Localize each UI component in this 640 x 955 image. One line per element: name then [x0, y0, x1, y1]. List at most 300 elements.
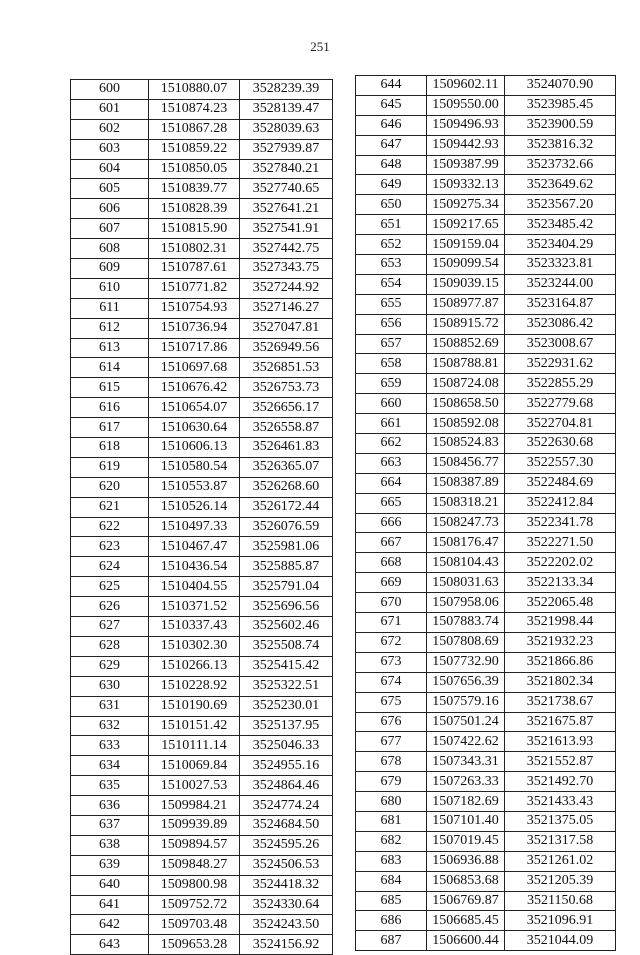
table-row [356, 891, 616, 911]
table-row [71, 617, 333, 637]
table-row [71, 477, 333, 497]
x-coordinate-cell: 1510771.82 [149, 278, 240, 298]
point-number-cell: 621 [71, 497, 149, 517]
y-coordinate-cell: 3523985.45 [505, 95, 616, 115]
x-coordinate-cell: 1507101.40 [427, 811, 505, 831]
x-coordinate-cell: 1510736.94 [149, 318, 240, 338]
x-coordinate-cell: 1509602.11 [427, 76, 505, 96]
table-row [71, 259, 333, 279]
x-coordinate-cell: 1507808.69 [427, 632, 505, 652]
table-row [356, 195, 616, 215]
table-row [356, 911, 616, 931]
x-coordinate-cell: 1507883.74 [427, 613, 505, 633]
point-number-cell: 623 [71, 537, 149, 557]
point-number-cell: 627 [71, 617, 149, 637]
x-coordinate-cell: 1507732.90 [427, 652, 505, 672]
y-coordinate-cell: 3521433.43 [505, 792, 616, 812]
point-number-cell: 662 [356, 434, 427, 454]
y-coordinate-cell: 3523485.42 [505, 215, 616, 235]
table-row [356, 394, 616, 414]
table-row [71, 815, 333, 835]
y-coordinate-cell: 3525415.42 [240, 656, 333, 676]
point-number-cell: 613 [71, 338, 149, 358]
table-row [71, 915, 333, 935]
y-coordinate-cell: 3525137.95 [240, 716, 333, 736]
point-number-cell: 601 [71, 99, 149, 119]
y-coordinate-cell: 3523244.00 [505, 274, 616, 294]
y-coordinate-cell: 3525885.87 [240, 557, 333, 577]
point-number-cell: 658 [356, 354, 427, 374]
table-row [71, 159, 333, 179]
point-number-cell: 679 [356, 772, 427, 792]
x-coordinate-cell: 1508387.89 [427, 473, 505, 493]
y-coordinate-cell: 3522779.68 [505, 394, 616, 414]
table-row [356, 593, 616, 613]
y-coordinate-cell: 3522202.02 [505, 553, 616, 573]
table-row [71, 656, 333, 676]
x-coordinate-cell: 1510371.52 [149, 597, 240, 617]
table-row [356, 772, 616, 792]
y-coordinate-cell: 3524955.16 [240, 756, 333, 776]
table-row [71, 756, 333, 776]
table-row [356, 473, 616, 493]
table-row [356, 553, 616, 573]
point-number-cell: 632 [71, 716, 149, 736]
y-coordinate-cell: 3521738.67 [505, 692, 616, 712]
table-row [356, 354, 616, 374]
table-row [356, 792, 616, 812]
table-row [356, 274, 616, 294]
y-coordinate-cell: 3522484.69 [505, 473, 616, 493]
point-number-cell: 636 [71, 796, 149, 816]
y-coordinate-cell: 3527939.87 [240, 139, 333, 159]
y-coordinate-cell: 3528039.63 [240, 119, 333, 139]
point-number-cell: 628 [71, 636, 149, 656]
table-row [71, 338, 333, 358]
point-number-cell: 652 [356, 235, 427, 255]
point-number-cell: 606 [71, 199, 149, 219]
y-coordinate-cell: 3521044.09 [505, 931, 616, 951]
table-row [71, 179, 333, 199]
point-number-cell: 670 [356, 593, 427, 613]
x-coordinate-cell: 1509800.98 [149, 875, 240, 895]
table-row [356, 513, 616, 533]
y-coordinate-cell: 3524418.32 [240, 875, 333, 895]
y-coordinate-cell: 3522855.29 [505, 374, 616, 394]
point-number-cell: 614 [71, 358, 149, 378]
table-row [71, 139, 333, 159]
point-number-cell: 660 [356, 394, 427, 414]
y-coordinate-cell: 3523900.59 [505, 115, 616, 135]
point-number-cell: 672 [356, 632, 427, 652]
y-coordinate-cell: 3524506.53 [240, 855, 333, 875]
x-coordinate-cell: 1509387.99 [427, 155, 505, 175]
y-coordinate-cell: 3521317.58 [505, 831, 616, 851]
table-row [71, 577, 333, 597]
point-number-cell: 615 [71, 378, 149, 398]
y-coordinate-cell: 3527343.75 [240, 259, 333, 279]
point-number-cell: 664 [356, 473, 427, 493]
x-coordinate-cell: 1508852.69 [427, 334, 505, 354]
x-coordinate-cell: 1509894.57 [149, 835, 240, 855]
point-number-cell: 604 [71, 159, 149, 179]
y-coordinate-cell: 3526851.53 [240, 358, 333, 378]
y-coordinate-cell: 3521675.87 [505, 712, 616, 732]
y-coordinate-cell: 3521492.70 [505, 772, 616, 792]
x-coordinate-cell: 1506685.45 [427, 911, 505, 931]
table-row [356, 215, 616, 235]
table-row [71, 398, 333, 418]
table-row [71, 636, 333, 656]
page-number: 251 [310, 39, 330, 54]
x-coordinate-cell: 1508977.87 [427, 294, 505, 314]
y-coordinate-cell: 3525508.74 [240, 636, 333, 656]
x-coordinate-cell: 1510526.14 [149, 497, 240, 517]
point-number-cell: 611 [71, 298, 149, 318]
x-coordinate-cell: 1510580.54 [149, 457, 240, 477]
x-coordinate-cell: 1506600.44 [427, 931, 505, 951]
point-number-cell: 629 [71, 656, 149, 676]
point-number-cell: 631 [71, 696, 149, 716]
x-coordinate-cell: 1507656.39 [427, 672, 505, 692]
point-number-cell: 650 [356, 195, 427, 215]
table-row [71, 239, 333, 259]
y-coordinate-cell: 3526076.59 [240, 517, 333, 537]
table-row [356, 692, 616, 712]
table-row [71, 696, 333, 716]
table-row [356, 453, 616, 473]
table-row [356, 374, 616, 394]
x-coordinate-cell: 1508176.47 [427, 533, 505, 553]
y-coordinate-cell: 3526461.83 [240, 438, 333, 458]
y-coordinate-cell: 3521261.02 [505, 851, 616, 871]
table-row [71, 537, 333, 557]
y-coordinate-cell: 3521150.68 [505, 891, 616, 911]
table-row [356, 752, 616, 772]
y-coordinate-cell: 3525602.46 [240, 617, 333, 637]
table-row [356, 235, 616, 255]
x-coordinate-cell: 1510676.42 [149, 378, 240, 398]
point-number-cell: 648 [356, 155, 427, 175]
point-number-cell: 678 [356, 752, 427, 772]
table-row [356, 155, 616, 175]
table-row [71, 99, 333, 119]
point-number-cell: 655 [356, 294, 427, 314]
x-coordinate-cell: 1508524.83 [427, 434, 505, 454]
y-coordinate-cell: 3521096.91 [505, 911, 616, 931]
x-coordinate-cell: 1510754.93 [149, 298, 240, 318]
point-number-cell: 618 [71, 438, 149, 458]
point-number-cell: 612 [71, 318, 149, 338]
table-row [71, 378, 333, 398]
x-coordinate-cell: 1510553.87 [149, 477, 240, 497]
x-coordinate-cell: 1510190.69 [149, 696, 240, 716]
y-coordinate-cell: 3522341.78 [505, 513, 616, 533]
x-coordinate-cell: 1507343.31 [427, 752, 505, 772]
table-row [71, 119, 333, 139]
table-row [356, 95, 616, 115]
table-row [71, 418, 333, 438]
point-number-cell: 637 [71, 815, 149, 835]
table-row [71, 457, 333, 477]
table-row [356, 255, 616, 275]
table-row [356, 851, 616, 871]
point-number-cell: 600 [71, 80, 149, 100]
table-row [356, 652, 616, 672]
point-number-cell: 622 [71, 517, 149, 537]
y-coordinate-cell: 3523567.20 [505, 195, 616, 215]
y-coordinate-cell: 3523732.66 [505, 155, 616, 175]
table-row [356, 115, 616, 135]
table-row [356, 613, 616, 633]
point-number-cell: 663 [356, 453, 427, 473]
table-row [71, 497, 333, 517]
point-number-cell: 607 [71, 219, 149, 239]
table-row [356, 533, 616, 553]
y-coordinate-cell: 3521552.87 [505, 752, 616, 772]
y-coordinate-cell: 3522931.62 [505, 354, 616, 374]
point-number-cell: 673 [356, 652, 427, 672]
point-number-cell: 671 [356, 613, 427, 633]
table-row [356, 672, 616, 692]
x-coordinate-cell: 1508104.43 [427, 553, 505, 573]
y-coordinate-cell: 3521375.05 [505, 811, 616, 831]
point-number-cell: 666 [356, 513, 427, 533]
x-coordinate-cell: 1510850.05 [149, 159, 240, 179]
point-number-cell: 609 [71, 259, 149, 279]
table-row [71, 597, 333, 617]
x-coordinate-cell: 1510859.22 [149, 139, 240, 159]
y-coordinate-cell: 3526949.56 [240, 338, 333, 358]
y-coordinate-cell: 3526268.60 [240, 477, 333, 497]
point-number-cell: 617 [71, 418, 149, 438]
table-row [356, 135, 616, 155]
point-number-cell: 605 [71, 179, 149, 199]
point-number-cell: 675 [356, 692, 427, 712]
x-coordinate-cell: 1508915.72 [427, 314, 505, 334]
table-row [356, 493, 616, 513]
point-number-cell: 638 [71, 835, 149, 855]
table-row [71, 736, 333, 756]
y-coordinate-cell: 3521613.93 [505, 732, 616, 752]
table-row [71, 796, 333, 816]
x-coordinate-cell: 1509496.93 [427, 115, 505, 135]
x-coordinate-cell: 1509550.00 [427, 95, 505, 115]
x-coordinate-cell: 1510654.07 [149, 398, 240, 418]
y-coordinate-cell: 3523008.67 [505, 334, 616, 354]
table-row [71, 776, 333, 796]
y-coordinate-cell: 3521205.39 [505, 871, 616, 891]
point-number-cell: 686 [356, 911, 427, 931]
y-coordinate-cell: 3527047.81 [240, 318, 333, 338]
x-coordinate-cell: 1510228.92 [149, 676, 240, 696]
table-row [356, 76, 616, 96]
point-number-cell: 659 [356, 374, 427, 394]
point-number-cell: 677 [356, 732, 427, 752]
x-coordinate-cell: 1509984.21 [149, 796, 240, 816]
table-row [71, 875, 333, 895]
table-row [356, 632, 616, 652]
x-coordinate-cell: 1510467.47 [149, 537, 240, 557]
y-coordinate-cell: 3524156.92 [240, 935, 333, 955]
point-number-cell: 620 [71, 477, 149, 497]
point-number-cell: 649 [356, 175, 427, 195]
x-coordinate-cell: 1510337.43 [149, 617, 240, 637]
y-coordinate-cell: 3524595.26 [240, 835, 333, 855]
x-coordinate-cell: 1506936.88 [427, 851, 505, 871]
table-row [356, 831, 616, 851]
x-coordinate-cell: 1507263.33 [427, 772, 505, 792]
point-number-cell: 639 [71, 855, 149, 875]
x-coordinate-cell: 1507182.69 [427, 792, 505, 812]
table-row [71, 219, 333, 239]
table-row [356, 931, 616, 951]
x-coordinate-cell: 1508658.50 [427, 394, 505, 414]
x-coordinate-cell: 1510027.53 [149, 776, 240, 796]
x-coordinate-cell: 1509703.48 [149, 915, 240, 935]
x-coordinate-cell: 1508592.08 [427, 414, 505, 434]
x-coordinate-cell: 1509332.13 [427, 175, 505, 195]
y-coordinate-cell: 3526558.87 [240, 418, 333, 438]
x-coordinate-cell: 1508318.21 [427, 493, 505, 513]
point-number-cell: 683 [356, 851, 427, 871]
point-number-cell: 651 [356, 215, 427, 235]
x-coordinate-cell: 1506853.68 [427, 871, 505, 891]
y-coordinate-cell: 3524684.50 [240, 815, 333, 835]
point-number-cell: 644 [356, 76, 427, 96]
table-row [356, 314, 616, 334]
y-coordinate-cell: 3525791.04 [240, 577, 333, 597]
x-coordinate-cell: 1510069.84 [149, 756, 240, 776]
y-coordinate-cell: 3523086.42 [505, 314, 616, 334]
x-coordinate-cell: 1509939.89 [149, 815, 240, 835]
point-number-cell: 641 [71, 895, 149, 915]
x-coordinate-cell: 1507422.62 [427, 732, 505, 752]
point-number-cell: 676 [356, 712, 427, 732]
table-row [356, 712, 616, 732]
table-row [71, 358, 333, 378]
table-row [71, 557, 333, 577]
y-coordinate-cell: 3527146.27 [240, 298, 333, 318]
point-number-cell: 653 [356, 255, 427, 275]
y-coordinate-cell: 3527740.65 [240, 179, 333, 199]
x-coordinate-cell: 1509039.15 [427, 274, 505, 294]
table-row [71, 318, 333, 338]
point-number-cell: 687 [356, 931, 427, 951]
x-coordinate-cell: 1507958.06 [427, 593, 505, 613]
x-coordinate-cell: 1510828.39 [149, 199, 240, 219]
y-coordinate-cell: 3521866.86 [505, 652, 616, 672]
x-coordinate-cell: 1509099.54 [427, 255, 505, 275]
x-coordinate-cell: 1506769.87 [427, 891, 505, 911]
x-coordinate-cell: 1508788.81 [427, 354, 505, 374]
y-coordinate-cell: 3523323.81 [505, 255, 616, 275]
point-number-cell: 634 [71, 756, 149, 776]
x-coordinate-cell: 1509653.28 [149, 935, 240, 955]
point-number-cell: 633 [71, 736, 149, 756]
y-coordinate-cell: 3523404.29 [505, 235, 616, 255]
point-number-cell: 667 [356, 533, 427, 553]
point-number-cell: 661 [356, 414, 427, 434]
y-coordinate-cell: 3524330.64 [240, 895, 333, 915]
x-coordinate-cell: 1510436.54 [149, 557, 240, 577]
y-coordinate-cell: 3525981.06 [240, 537, 333, 557]
y-coordinate-cell: 3524070.90 [505, 76, 616, 96]
point-number-cell: 685 [356, 891, 427, 911]
y-coordinate-cell: 3521998.44 [505, 613, 616, 633]
y-coordinate-cell: 3527641.21 [240, 199, 333, 219]
y-coordinate-cell: 3522704.81 [505, 414, 616, 434]
x-coordinate-cell: 1509848.27 [149, 855, 240, 875]
point-number-cell: 657 [356, 334, 427, 354]
x-coordinate-cell: 1509217.65 [427, 215, 505, 235]
y-coordinate-cell: 3527840.21 [240, 159, 333, 179]
x-coordinate-cell: 1510874.23 [149, 99, 240, 119]
point-number-cell: 669 [356, 573, 427, 593]
x-coordinate-cell: 1510815.90 [149, 219, 240, 239]
point-number-cell: 624 [71, 557, 149, 577]
table-row [71, 935, 333, 955]
point-number-cell: 674 [356, 672, 427, 692]
y-coordinate-cell: 3526172.44 [240, 497, 333, 517]
table-row [71, 298, 333, 318]
x-coordinate-cell: 1510302.30 [149, 636, 240, 656]
coordinates-table-left [70, 79, 333, 955]
point-number-cell: 619 [71, 457, 149, 477]
x-coordinate-cell: 1510717.86 [149, 338, 240, 358]
point-number-cell: 665 [356, 493, 427, 513]
y-coordinate-cell: 3522557.30 [505, 453, 616, 473]
x-coordinate-cell: 1508031.63 [427, 573, 505, 593]
table-row [356, 334, 616, 354]
y-coordinate-cell: 3522630.68 [505, 434, 616, 454]
point-number-cell: 603 [71, 139, 149, 159]
table-row [356, 871, 616, 891]
table-row [356, 732, 616, 752]
x-coordinate-cell: 1509275.34 [427, 195, 505, 215]
point-number-cell: 680 [356, 792, 427, 812]
x-coordinate-cell: 1509159.04 [427, 235, 505, 255]
point-number-cell: 645 [356, 95, 427, 115]
table-row [356, 175, 616, 195]
point-number-cell: 647 [356, 135, 427, 155]
point-number-cell: 656 [356, 314, 427, 334]
x-coordinate-cell: 1510839.77 [149, 179, 240, 199]
y-coordinate-cell: 3527244.92 [240, 278, 333, 298]
point-number-cell: 602 [71, 119, 149, 139]
point-number-cell: 668 [356, 553, 427, 573]
point-number-cell: 630 [71, 676, 149, 696]
y-coordinate-cell: 3528239.39 [240, 80, 333, 100]
y-coordinate-cell: 3522412.84 [505, 493, 616, 513]
table-row [356, 811, 616, 831]
point-number-cell: 608 [71, 239, 149, 259]
table-row [71, 278, 333, 298]
x-coordinate-cell: 1508456.77 [427, 453, 505, 473]
y-coordinate-cell: 3526753.73 [240, 378, 333, 398]
x-coordinate-cell: 1510867.28 [149, 119, 240, 139]
x-coordinate-cell: 1510151.42 [149, 716, 240, 736]
y-coordinate-cell: 3525696.56 [240, 597, 333, 617]
y-coordinate-cell: 3528139.47 [240, 99, 333, 119]
table-row [71, 80, 333, 100]
point-number-cell: 635 [71, 776, 149, 796]
y-coordinate-cell: 3525046.33 [240, 736, 333, 756]
y-coordinate-cell: 3523816.32 [505, 135, 616, 155]
x-coordinate-cell: 1510404.55 [149, 577, 240, 597]
x-coordinate-cell: 1507501.24 [427, 712, 505, 732]
y-coordinate-cell: 3524864.46 [240, 776, 333, 796]
